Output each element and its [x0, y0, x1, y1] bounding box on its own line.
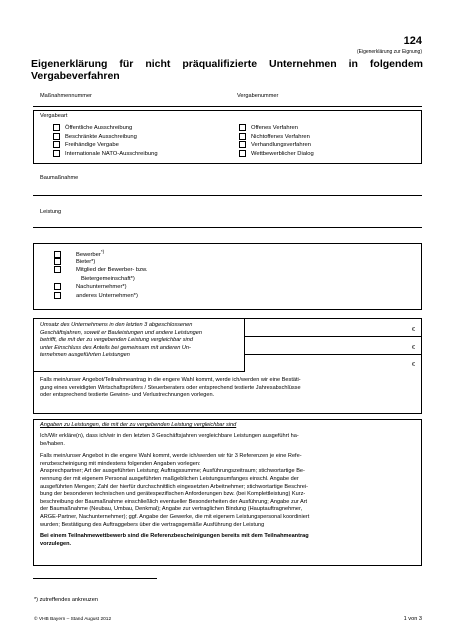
role-option-mitglied[interactable]: Mitglied der Bewerber- bzw. — [54, 266, 148, 275]
checkbox[interactable] — [239, 133, 246, 140]
checkbox[interactable] — [54, 258, 61, 265]
roles-list — [54, 249, 148, 301]
form-subtitle: (Eigenerklärung zur Eignung) — [356, 49, 422, 55]
divider — [33, 106, 422, 107]
verfahren-option[interactable]: Offenes Verfahren — [239, 124, 314, 133]
footnote-rule — [33, 578, 157, 579]
checkbox[interactable] — [53, 141, 60, 148]
checkbox[interactable] — [54, 283, 61, 290]
role-option-nachunternehmer[interactable]: Nachunternehmer*) — [54, 283, 148, 292]
divider — [245, 336, 422, 337]
vergabeart-option[interactable]: Internationale NATO-Ausschreibung — [53, 150, 158, 159]
checkbox[interactable] — [53, 133, 60, 140]
divider — [245, 354, 422, 355]
vergabeart-option[interactable]: Beschränkte Ausschreibung — [53, 133, 158, 142]
checkbox[interactable] — [54, 292, 61, 299]
vergabeart-option[interactable]: Öffentliche Ausschreibung — [53, 124, 158, 133]
verfahren-option[interactable]: Nichtoffenes Verfahren — [239, 133, 314, 142]
page-number: 1 von 3 — [403, 616, 422, 622]
footnote: *) zutreffendes ankreuzen — [34, 597, 98, 603]
verfahren-option[interactable]: Verhandlungsverfahren — [239, 141, 314, 150]
baumassnahme-label: Baumaßnahme — [40, 175, 79, 181]
leistungen-text: Ich/Wir erkläre(n), dass ich/wir in den letzten 3 Geschäftsjahren vergleichbare Leistungen ausgeführt ha- be/haben. Falls mein/unser Angebot in die engere Wahl kommt, werde ich/werden wir für 3 Referenzen je eine Refe- renzbescheinigung mit mindestens folgenden Angaben vorlegen: Ansprechpartner; Art der ausgeführten Leistung; Auftragssumme; Ausführungszeitraum; stichwortartige Be- nennung der mit eigenem Personal ausgeführten maßgeblichen Leistungsumfanges einschl. Angabe der ausgeführten Mengen; Zahl der hierfür durchschnittlich eingesetzten Arbeitnehmer; stichwortartige Beschrei- bung der besonderen technischen und gerätespezifischen Anforderungen bzw. (bei Komplettleistung) Kurz- beschreibung der Baumaßnahme einschließlich eventueller Besonderheiten der Ausführung; Angabe zur Art der Baumaßnahme (Neubau, Umbau, Denkmal); Angabe zur vertraglichen Bindung (Hauptauftragnehmer, ARGE-Partner, Nachunternehmer); ggf. Angabe der Gewerke, die mit eigenem Leistungspersonal koordiniert wurden; Bestätigung des Auftraggebers über die vertragsgemäße Ausführung der Leistung Bei einem Teilnahmewettbewerb sind die Referenzbescheinigungen bereits mit dem Teilnahmeantrag vorzulegen. — [40, 433, 310, 547]
checkbox[interactable] — [53, 124, 60, 131]
divider — [33, 195, 422, 196]
role-option-bieter[interactable]: Bieter*) — [54, 258, 148, 267]
vergabeart-box — [33, 110, 422, 164]
currency-symbol: € — [411, 327, 415, 333]
verfahren-option[interactable]: Wettbewerblicher Dialog — [239, 150, 314, 159]
checkbox[interactable] — [239, 150, 246, 157]
roles-box — [33, 243, 422, 310]
leistung-label: Leistung — [40, 209, 62, 215]
currency-symbol: € — [411, 362, 415, 368]
currency-symbol: € — [411, 345, 415, 351]
umsatz-heading-cell — [34, 319, 245, 372]
form-number: 124 — [403, 35, 422, 47]
leistungen-heading: Angaben zu Leistungen, die mit der zu vergebenden Leistung vergleichbar sind — [40, 422, 237, 428]
vergabeart-option[interactable]: Freihändige Vergabe — [53, 141, 158, 150]
footer-copyright: © VHB Bayern – Stand August 2012 — [34, 617, 112, 622]
checkbox[interactable] — [239, 141, 246, 148]
leistungen-box — [33, 419, 422, 566]
checkbox[interactable] — [239, 124, 246, 131]
checkbox[interactable] — [53, 150, 60, 157]
divider — [33, 227, 422, 228]
vergabeart-label: Vergabeart — [40, 113, 68, 119]
checkbox[interactable] — [54, 266, 61, 273]
umsatz-note: Falls mein/unser Angebot/Teilnahmeantrag in die engere Wahl kommt, werde ich/werden wir eine Bestäti- gung eines vereidigten Wirtschaftsprüfers / Steuerberaters oder entsprechend testierte Jahresabschlüsse oder entsprechend testierte Gewinn- und Verlustrechnungen vorlegen. — [40, 377, 301, 399]
role-option-anderes[interactable]: anderes Unternehmen*) — [54, 292, 148, 301]
massnahmennummer-label: Maßnahmennummer — [40, 93, 92, 99]
vergabenummer-label: Vergabenummer — [237, 93, 279, 99]
umsatz-heading: Umsatz des Unternehmens in den letzten 3 abgeschlossenen Geschäftsjahren, soweit er Bauleistungen und andere Leistungen betrifft, die mit der zu vergebenden Leistung vergleichbar sind unter Einschluss des Anteils bei gemeinsam mit anderen Un- ternehmen ausgeführten Leistungen — [40, 322, 203, 359]
vergabeart-right-list — [239, 124, 314, 158]
umsatz-box — [33, 318, 422, 414]
vergabeart-left-list — [53, 124, 158, 158]
role-option-bewerber[interactable]: Bewerber*) — [54, 249, 148, 258]
page-title: Eigenerklärung für nicht präqualifizierte Unternehmen in folgendem Vergabeverfahren — [31, 58, 423, 82]
role-option-mitglied-cont: Bietergemeinschaft*) — [81, 275, 135, 282]
